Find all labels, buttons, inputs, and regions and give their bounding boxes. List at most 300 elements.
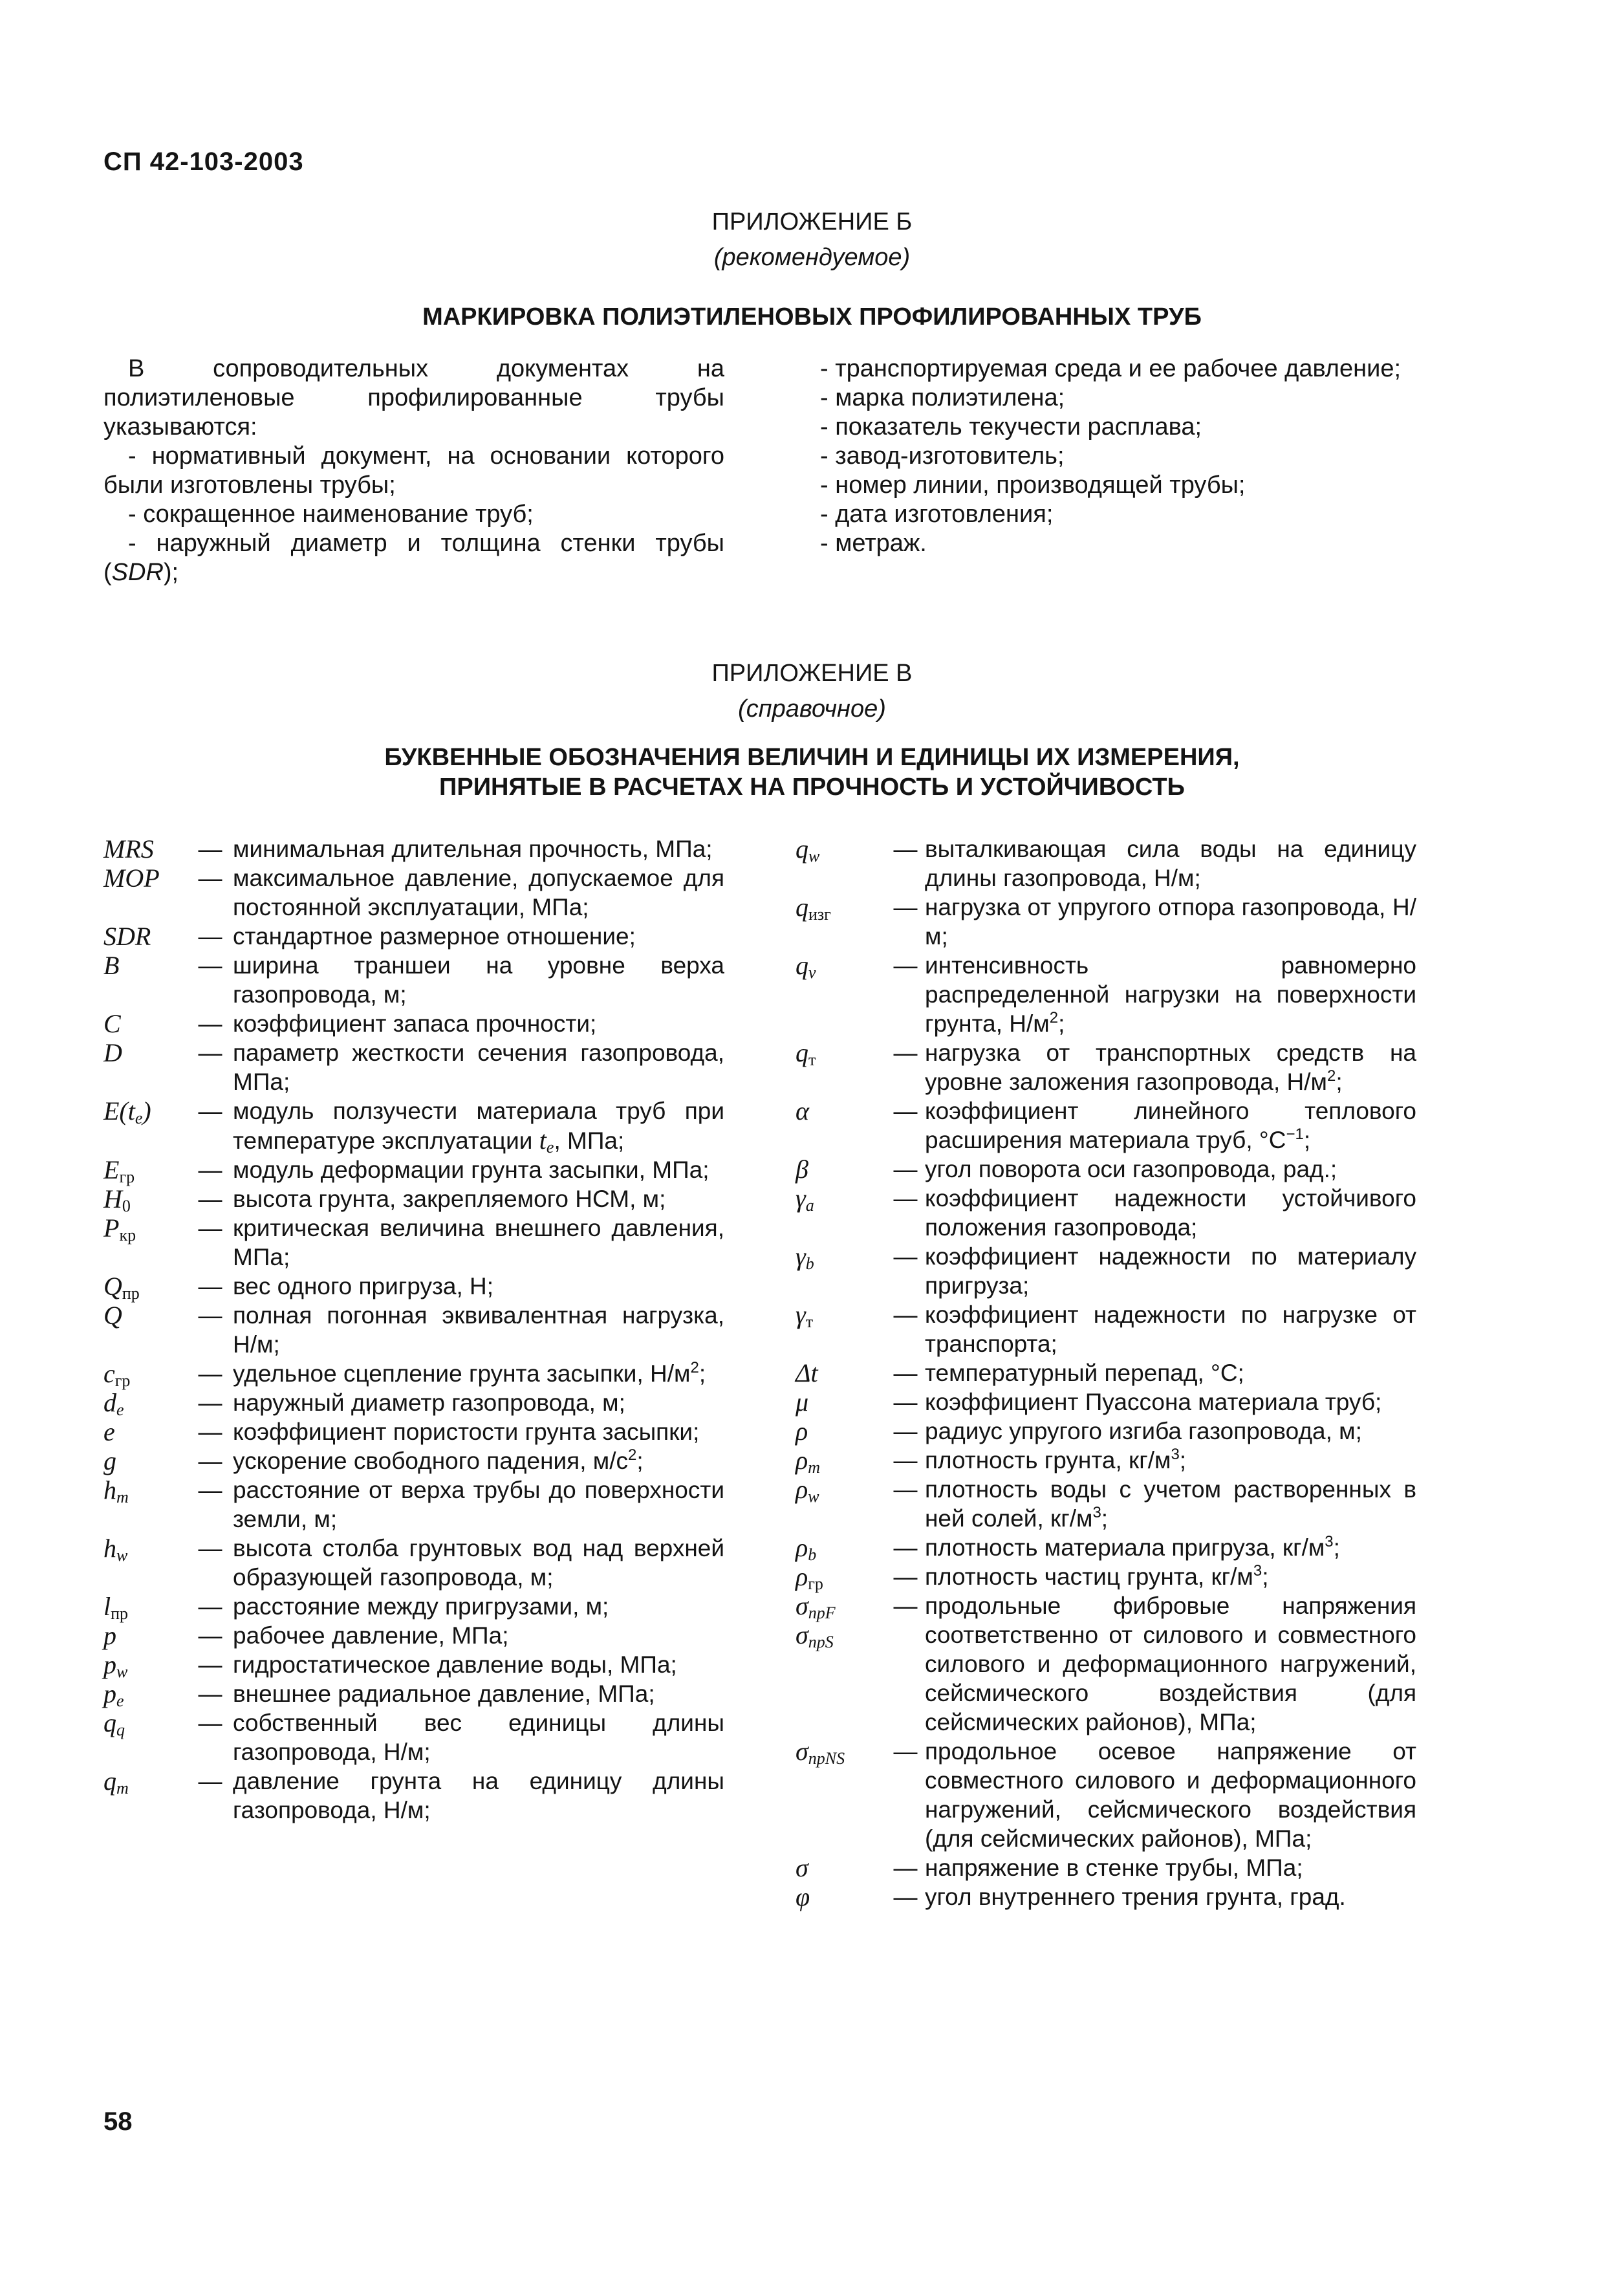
glossary-entry (796, 1184, 1416, 1242)
glossary-dash: — (198, 923, 222, 950)
symbol-main: D (103, 1038, 122, 1067)
glossary-entry (103, 1621, 724, 1650)
glossary-definition (925, 1882, 1416, 1911)
glossary-definition (925, 1096, 1416, 1155)
glossary-entry (103, 1766, 724, 1825)
glossary-entry (103, 951, 724, 1009)
definition-end: ; (1303, 1127, 1311, 1153)
glossary-symbol (103, 1766, 188, 1796)
glossary-definition (925, 1387, 1416, 1417)
glossary-entry (103, 1213, 724, 1272)
definition-text: коэффициент надежности по нагрузке от транспорта; (925, 1301, 1416, 1357)
glossary-symbol (796, 1591, 886, 1649)
symbol-subscript: e (116, 1691, 124, 1710)
symbol-subscript: кр (119, 1226, 136, 1244)
glossary-entry (103, 1184, 724, 1213)
definition-end: ; (1262, 1563, 1269, 1590)
symbol-subscript: w (116, 1662, 128, 1681)
document-code: СП 42-103-2003 (103, 147, 304, 176)
glossary-definition (925, 834, 1416, 893)
definition-end: ; (636, 1448, 644, 1474)
glossary-entry (796, 1038, 1416, 1096)
glossary-entry (103, 1009, 724, 1038)
glossary-symbol (103, 1388, 188, 1417)
symbol-subscript: m (808, 1458, 820, 1477)
glossary-symbol (103, 1272, 188, 1301)
symbol-subscript: m (116, 1488, 129, 1506)
symbol-main: Δt (796, 1358, 818, 1387)
definition-text: плотность материала пригруза, кг/м (925, 1534, 1325, 1561)
glossary-dash: — (198, 1477, 222, 1503)
glossary-dash: — (893, 1418, 918, 1444)
symbol-subscript: прNS (808, 1749, 845, 1768)
unit-exponent: −1 (1286, 1125, 1304, 1143)
symbol-main: p (103, 1650, 116, 1679)
glossary-dash: — (198, 1215, 222, 1241)
glossary-entry (103, 1592, 724, 1621)
symbol-subscript: b (808, 1545, 817, 1564)
unit-exponent: 2 (1049, 1009, 1059, 1027)
glossary-symbol (796, 1387, 886, 1417)
definition-text: плотность грунта, кг/м (925, 1447, 1171, 1473)
symbol-main: q (103, 1766, 116, 1796)
glossary-entry (103, 1272, 724, 1301)
glossary-definition (233, 1766, 724, 1825)
glossary-entry (103, 1708, 724, 1766)
glossary-entry (103, 1388, 724, 1417)
glossary-entry (103, 1417, 724, 1446)
symbol-subscript: b (805, 1254, 814, 1273)
glossary-symbol (103, 834, 188, 864)
list-item: - метраж. (820, 530, 927, 557)
definition-text: плотность частиц грунта, кг/м (925, 1563, 1253, 1590)
symbol-main: γ (796, 1242, 806, 1271)
glossary-symbol (103, 1301, 188, 1330)
symbol-main: l (103, 1592, 111, 1621)
symbol-main: γ (796, 1184, 806, 1213)
symbol-main: q (796, 951, 808, 980)
symbol-main: σ (796, 1591, 808, 1620)
symbol-subscript: e (116, 1400, 124, 1419)
glossary-entry (103, 1446, 724, 1475)
glossary-symbol (103, 864, 188, 893)
definition-text: внешнее радиальное давление, МПа; (233, 1680, 655, 1707)
symbol-main: SDR (103, 922, 151, 951)
list-item: - показатель текучести расплава; (820, 413, 1202, 440)
definition-text: угол поворота оси газопровода, рад.; (925, 1156, 1337, 1182)
glossary-symbol (103, 1592, 188, 1621)
glossary-dash: — (198, 952, 222, 979)
glossary-entry (796, 1358, 1416, 1387)
list-item: - сокращенное наименование труб; (128, 501, 534, 528)
definition-text: радиус упругого изгиба газопровода, м; (925, 1418, 1362, 1444)
glossary-entry (103, 922, 724, 951)
glossary-definition (233, 1301, 724, 1359)
glossary-definition (233, 1184, 724, 1213)
glossary-definition (233, 1272, 724, 1301)
glossary-symbol (103, 1009, 188, 1038)
definition-text: выталкивающая сила воды на единицу длины газопровода, Н/м; (925, 836, 1416, 891)
unit-exponent: 2 (628, 1446, 637, 1464)
glossary-symbol (103, 1534, 188, 1563)
symbol-main: h (103, 1534, 116, 1563)
symbol-main: g (103, 1446, 116, 1475)
symbol-subscript: изг (808, 905, 831, 924)
symbol-subscript: w (116, 1546, 128, 1565)
unit-exponent: 2 (1326, 1067, 1336, 1085)
glossary-symbol (103, 1417, 188, 1446)
glossary-entry (103, 1096, 724, 1155)
glossary-entry (796, 1562, 1416, 1591)
glossary-entry (796, 1475, 1416, 1533)
definition-text: критическая величина внешнего давления, МПа; (233, 1215, 724, 1270)
symbol-main: e (103, 1417, 115, 1446)
glossary-dash: — (198, 1186, 222, 1212)
glossary-dash: — (198, 1273, 222, 1299)
glossary-definition (233, 1621, 724, 1650)
symbol-main: MOP (103, 864, 160, 893)
glossary-entry (796, 1387, 1416, 1417)
glossary-symbol (796, 1533, 886, 1562)
glossary-dash: — (198, 1157, 222, 1183)
glossary-entry (796, 1300, 1416, 1358)
glossary-symbol (796, 834, 886, 864)
glossary-entry (103, 1301, 724, 1359)
page-number: 58 (103, 2107, 133, 2136)
glossary-definition (925, 1533, 1416, 1562)
symbol-main: q (796, 893, 808, 922)
glossary-definition (233, 1708, 724, 1766)
symbol-main: β (796, 1155, 808, 1184)
symbol-main: P (103, 1213, 120, 1243)
list-item: - нормативный документ, на основании которого были изготовлены трубы; (103, 442, 724, 499)
glossary-definition (925, 1038, 1416, 1096)
glossary-dash: — (893, 952, 918, 979)
glossary-definition (925, 1417, 1416, 1446)
glossary-symbol (796, 1853, 886, 1882)
definition-end: ; (1101, 1505, 1109, 1532)
definition-end: ; (698, 1360, 706, 1387)
glossary-dash: — (198, 1418, 222, 1445)
glossary-dash: — (893, 1592, 918, 1619)
definition-text: рабочее давление, МПа; (233, 1622, 509, 1649)
glossary-entry (796, 951, 1416, 1038)
glossary-dash: — (198, 1768, 222, 1794)
definition-text: ширина траншеи на уровне верха газопровода, м; (233, 952, 724, 1008)
unit-exponent: 3 (1325, 1533, 1334, 1550)
glossary-definition (925, 1242, 1416, 1300)
definition-text: максимальное давление, допускаемое для постоянной эксплуатации, МПа; (233, 865, 724, 920)
symbol-main: B (103, 951, 120, 980)
symbol-main: q (796, 1038, 808, 1067)
symbol-main: d (103, 1388, 116, 1417)
glossary-dash: — (893, 1243, 918, 1270)
symbol-subscript: гр (119, 1168, 135, 1186)
appendix-b-title: ПРИЛОЖЕНИЕ Б (711, 208, 913, 235)
glossary-entry (103, 1534, 724, 1592)
glossary-entry (103, 1038, 724, 1096)
glossary-dash: — (893, 1185, 918, 1212)
definition-text: температурный перепад, °C; (925, 1360, 1244, 1386)
glossary-dash: — (893, 894, 918, 920)
glossary-dash: — (198, 1360, 222, 1387)
glossary-symbol (796, 1475, 886, 1504)
symbol-subscript: прF (808, 1603, 836, 1622)
symbol-subscript: 0 (122, 1197, 131, 1215)
symbol-main: α (796, 1096, 809, 1125)
symbol-main: ρ (796, 1417, 808, 1446)
list-item: - дата изготовления; (820, 501, 1054, 528)
glossary-entry (796, 1417, 1416, 1446)
glossary-symbol (103, 1446, 188, 1475)
glossary-dash: — (893, 1098, 918, 1124)
glossary-symbol (103, 1650, 188, 1679)
list-item: - транспортируемая среда и ее рабочее давление; (820, 355, 1402, 382)
definition-text: вес одного пригруза, Н; (233, 1273, 494, 1299)
glossary-symbol (103, 1096, 188, 1125)
symbol-main: t (539, 1125, 547, 1155)
symbol-subscript: q (116, 1721, 125, 1739)
definition-text: высота грунта, закрепляемого НСМ, м; (233, 1186, 666, 1212)
glossary-dash: — (893, 1563, 918, 1590)
glossary-definition (925, 1475, 1416, 1533)
glossary-symbol (796, 1096, 886, 1125)
definition-text: коэффициент надежности по материалу пригруза; (925, 1243, 1416, 1299)
glossary-definition (925, 1155, 1416, 1184)
symbol-main: p (103, 1621, 116, 1650)
glossary-left-column (103, 834, 724, 1825)
symbol-main: p (103, 1679, 116, 1708)
glossary-dash: — (893, 1156, 918, 1182)
symbol-subscript: w (808, 847, 820, 865)
unit-exponent: 3 (1253, 1562, 1262, 1580)
symbol-main: q (796, 834, 808, 864)
symbol-main: φ (796, 1882, 810, 1911)
definition-text: полная погонная эквивалентная нагрузка, Н/м; (233, 1302, 724, 1358)
glossary-symbol (103, 1475, 188, 1505)
glossary-entry (103, 864, 724, 922)
glossary-definition (925, 893, 1416, 951)
symbol-main: c (103, 1359, 115, 1388)
glossary-definition (233, 1650, 724, 1679)
glossary-dash: — (198, 1593, 222, 1620)
glossary-symbol (796, 1562, 886, 1591)
glossary-definition (233, 922, 724, 951)
glossary-entry (796, 1737, 1416, 1853)
symbol-subscript: m (116, 1779, 129, 1798)
glossary-dash: — (198, 836, 222, 862)
glossary-dash: — (893, 1447, 918, 1473)
appendix-b-status: (рекомендуемое) (713, 244, 911, 271)
glossary-definition (925, 1737, 1416, 1853)
symbol-main: C (103, 1009, 121, 1038)
glossary-entry (796, 1242, 1416, 1300)
glossary-symbol (796, 1446, 886, 1475)
glossary-dash: — (893, 1389, 918, 1415)
symbol-subscript: прS (808, 1633, 834, 1651)
glossary-symbol (796, 1737, 886, 1766)
glossary-dash: — (893, 1738, 918, 1765)
glossary-right-column (796, 834, 1416, 1911)
glossary-entry (796, 893, 1416, 951)
list-item (103, 529, 724, 587)
definition-text: напряжение в стенке трубы, МПа; (925, 1854, 1303, 1881)
appendix-b-heading: МАРКИРОВКА ПОЛИЭТИЛЕНОВЫХ ПРОФИЛИРОВАННЫХ ТРУБ (422, 303, 1202, 331)
symbol-main: μ (796, 1387, 809, 1417)
symbol-subscript: a (805, 1196, 814, 1215)
appendix-v-status: (справочное) (738, 695, 886, 723)
appendix-b-right-column (796, 354, 1416, 558)
glossary-symbol (103, 1184, 188, 1213)
definition-symbol (539, 1125, 554, 1155)
symbol-subscript: пр (111, 1604, 129, 1623)
list-item: - номер линии, производящей трубы; (820, 472, 1246, 499)
glossary-symbol (103, 951, 188, 980)
symbol-main: σ (796, 1737, 808, 1766)
glossary-dash: — (198, 1302, 222, 1329)
symbol-tail: ) (142, 1096, 151, 1125)
symbol-main: Q (103, 1272, 122, 1301)
unit-exponent: 2 (690, 1359, 699, 1376)
glossary-definition (233, 1213, 724, 1272)
definition-text: интенсивность равномерно распределенной нагрузки на поверхности грунта, Н/м (925, 952, 1416, 1037)
definition-text: давление грунта на единицу длины газопровода, Н/м; (233, 1768, 724, 1823)
glossary-entry (103, 1650, 724, 1679)
glossary-dash: — (893, 1360, 918, 1386)
glossary-dash: — (198, 1010, 222, 1037)
unit-exponent: 3 (1092, 1504, 1101, 1521)
symbol-main: ρ (796, 1446, 808, 1475)
glossary-symbol (796, 951, 886, 980)
glossary-symbol (796, 1358, 886, 1387)
glossary-symbol (796, 1242, 886, 1271)
glossary-dash: — (198, 1651, 222, 1678)
glossary-dash: — (198, 1448, 222, 1474)
symbol-main: h (103, 1475, 116, 1505)
glossary-definition (233, 864, 724, 922)
symbol-main: σ (796, 1853, 808, 1882)
glossary-symbol (103, 1621, 188, 1650)
glossary-definition (233, 1446, 724, 1475)
symbol-main: σ (796, 1620, 808, 1649)
symbol-main: MRS (103, 834, 154, 864)
glossary-symbol (796, 1038, 886, 1067)
symbol-subscript: т (805, 1312, 814, 1331)
definition-end: ; (1058, 1010, 1065, 1037)
glossary-symbol (103, 922, 188, 951)
symbol-subscript: гр (114, 1371, 131, 1390)
glossary-dash: — (198, 1098, 222, 1124)
glossary-dash: — (198, 1535, 222, 1561)
definition-text: плотность воды с учетом растворенных в ней солей, кг/м (925, 1476, 1416, 1532)
glossary-dash: — (893, 1884, 918, 1910)
intro-paragraph: В сопроводительных документах на полиэтиленовые профилированные трубы указываются: (103, 355, 724, 440)
glossary-definition (233, 1038, 724, 1096)
glossary-symbol (796, 1300, 886, 1329)
glossary-symbol (103, 1708, 188, 1737)
unit-exponent: 3 (1171, 1446, 1180, 1463)
glossary-symbol (103, 1679, 188, 1708)
glossary-definition (233, 1592, 724, 1621)
glossary-symbol (103, 1213, 188, 1243)
glossary-definition (925, 1446, 1416, 1475)
definition-text: стандартное размерное отношение; (233, 923, 636, 950)
definition-text: ускорение свободного падения, м/с (233, 1448, 628, 1474)
glossary-definition (233, 1534, 724, 1592)
definition-text: параметр жесткости сечения газопровода, МПа; (233, 1039, 724, 1095)
definition-text: расстояние от верха трубы до поверхности земли, м; (233, 1477, 724, 1532)
glossary-entry (796, 1853, 1416, 1882)
definition-text: угол внутреннего трения грунта, град. (925, 1884, 1346, 1910)
glossary-symbol (796, 1882, 886, 1911)
glossary-entry (796, 1882, 1416, 1911)
definition-text: нагрузка от транспортных средств на уровне заложения газопровода, Н/м (925, 1039, 1416, 1095)
glossary-symbol (796, 893, 886, 922)
definition-text: коэффициент пористости грунта засыпки; (233, 1418, 700, 1445)
definition-text: нагрузка от упругого отпора газопровода, Н/м; (925, 894, 1416, 950)
glossary-definition (233, 1155, 724, 1184)
glossary-dash: — (198, 1622, 222, 1649)
glossary-dash: — (893, 1534, 918, 1561)
symbol-subscript: пр (122, 1284, 140, 1303)
glossary-definition (925, 1853, 1416, 1882)
glossary-dash: — (198, 1389, 222, 1416)
glossary-dash: — (893, 1301, 918, 1328)
glossary-entry (796, 1096, 1416, 1155)
glossary-definition (925, 1358, 1416, 1387)
glossary-entry (103, 834, 724, 864)
symbol-subscript: e (546, 1138, 554, 1157)
glossary-entry (103, 1475, 724, 1534)
glossary-entry (103, 1679, 724, 1708)
definition-text: продольные фибровые напряжения соответственно от силового и совместного силового и деформационного нагружений, сейсмического воздействия (для сейсмических районов), МПа; (925, 1592, 1416, 1735)
glossary-definition (925, 1562, 1416, 1591)
glossary-definition (233, 951, 724, 1009)
glossary-dash: — (198, 1039, 222, 1066)
definition-text: коэффициент Пуассона материала труб; (925, 1389, 1382, 1415)
glossary-definition (233, 834, 724, 864)
glossary-symbol (796, 1155, 886, 1184)
list-item-text: - наружный диаметр и толщина стенки трубы ( (103, 530, 724, 586)
definition-end: ; (1333, 1534, 1340, 1561)
symbol-main: ρ (796, 1475, 808, 1504)
glossary-entry (103, 1359, 724, 1388)
symbol-main: E(t (103, 1096, 135, 1125)
glossary-entry (796, 1591, 1416, 1737)
appendix-v-heading-line-1: БУКВЕННЫЕ ОБОЗНАЧЕНИЯ ВЕЛИЧИН И ЕДИНИЦЫ ИХ ИЗМЕРЕНИЯ, (384, 744, 1240, 771)
glossary-definition (925, 1591, 1416, 1737)
glossary-dash: — (198, 1710, 222, 1736)
glossary-symbol (796, 1184, 886, 1213)
glossary-dash: — (893, 836, 918, 862)
glossary-definition (233, 1359, 724, 1388)
definition-text: высота столба грунтовых вод над верхней образующей газопровода, м; (233, 1535, 724, 1591)
glossary-dash: — (198, 865, 222, 891)
glossary-entry (796, 1533, 1416, 1562)
glossary-dash: — (198, 1680, 222, 1707)
definition-text: гидростатическое давление воды, МПа; (233, 1651, 677, 1678)
definition-text: удельное сцепление грунта засыпки, Н/м (233, 1360, 691, 1387)
appendix-v-heading-line-2: ПРИНЯТЫЕ В РАСЧЕТАХ НА ПРОЧНОСТЬ И УСТОЙЧИВОСТЬ (439, 774, 1185, 801)
glossary-definition (925, 1300, 1416, 1358)
symbol-main: Q (103, 1301, 122, 1330)
glossary-entry (103, 1155, 724, 1184)
symbol-main: ρ (796, 1533, 808, 1562)
symbol-main: q (103, 1708, 116, 1737)
glossary-definition (925, 1184, 1416, 1242)
definition-text: коэффициент запаса прочности; (233, 1010, 597, 1037)
definition-text: модуль ползучести материала труб при температуре эксплуатации (233, 1098, 724, 1154)
